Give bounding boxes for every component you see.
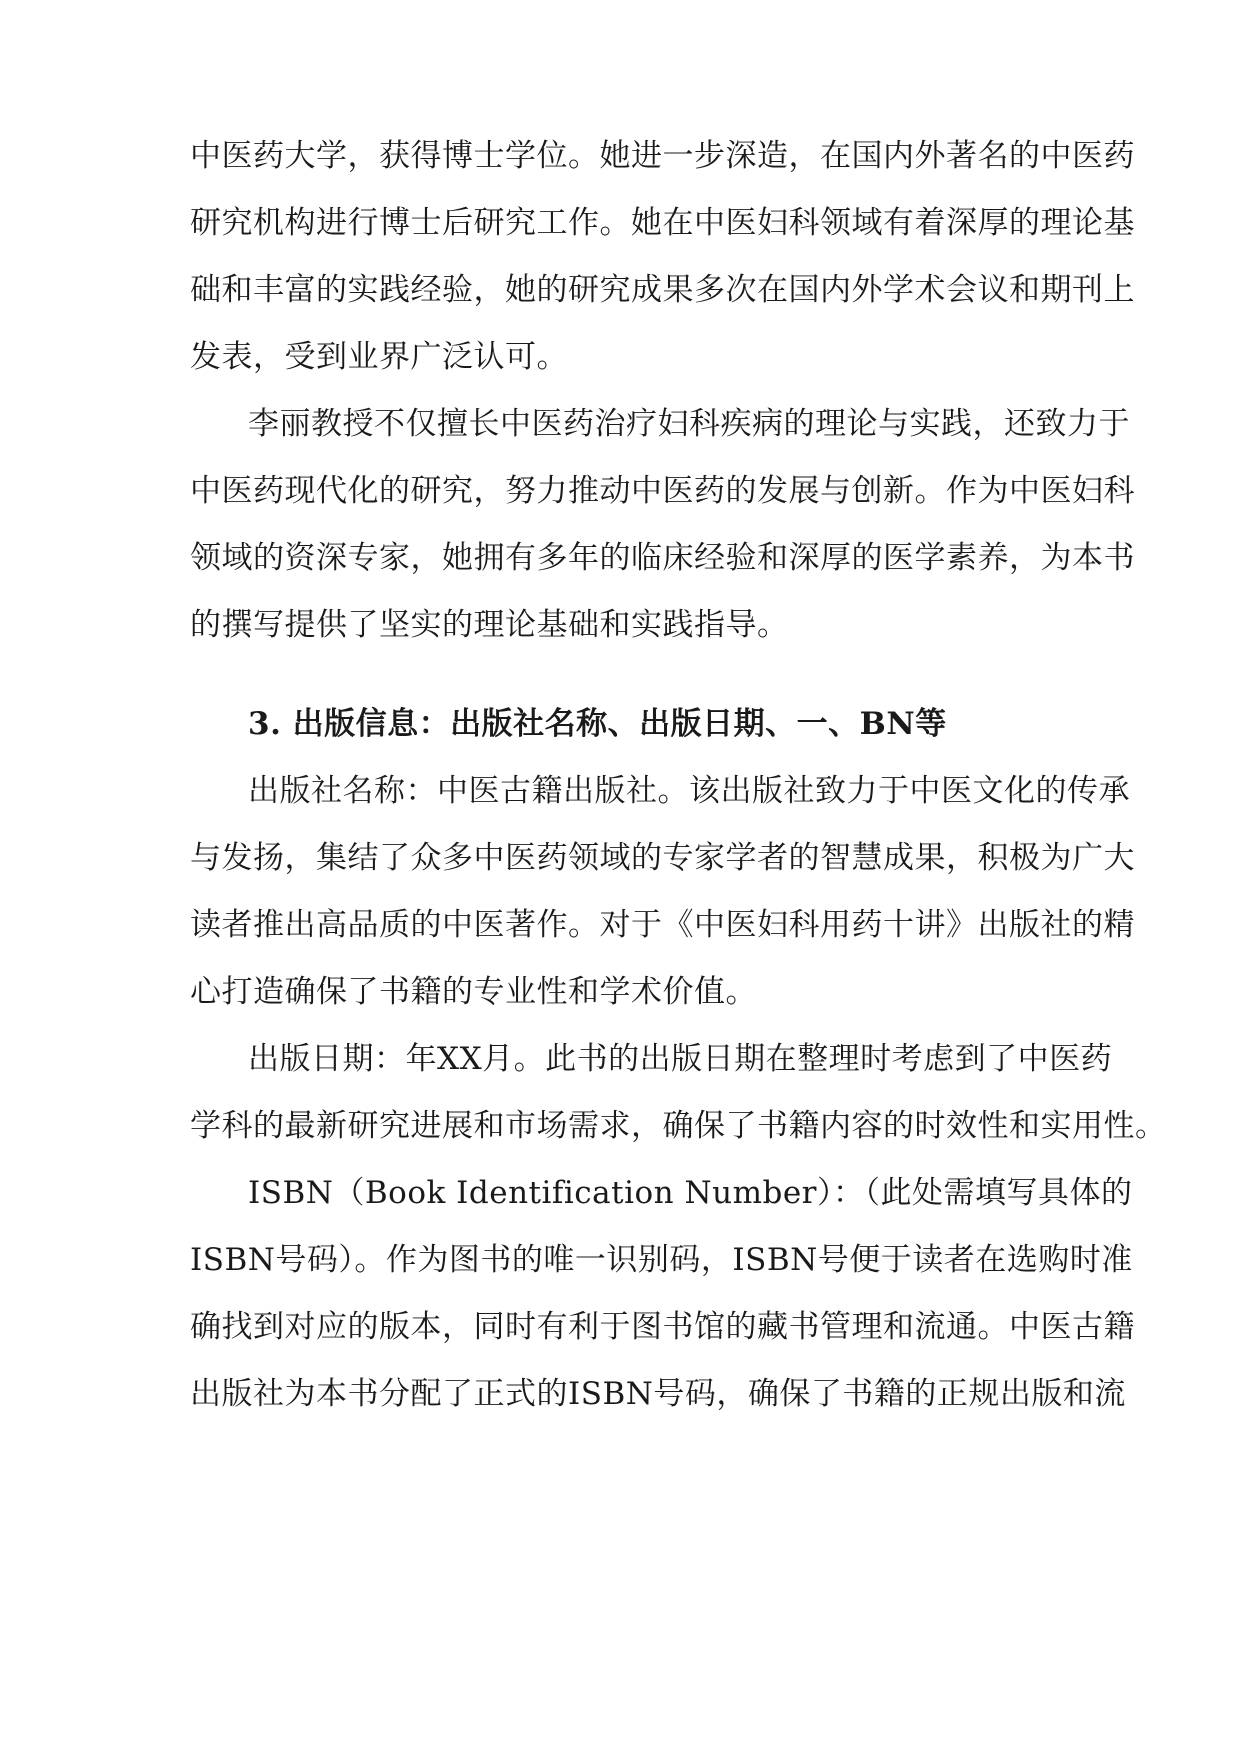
- paragraph-line: 中医药现代化的研究，努力推动中医药的发展与创新。作为中医妇科: [190, 473, 1135, 509]
- paragraph-line: 研究机构进行博士后研究工作。她在中医妇科领域有着深厚的理论基: [190, 205, 1135, 241]
- paragraph-line: 出版社名称：中医古籍出版社。该出版社致力于中医文化的传承: [248, 773, 1130, 809]
- paragraph-line: ISBN（Book Identification Number）：（此处需填写具体的: [248, 1175, 1133, 1211]
- paragraph-line: ISBN号码）。作为图书的唯一识别码，ISBN号便于读者在选购时准: [190, 1242, 1133, 1278]
- paragraph-line: 础和丰富的实践经验，她的研究成果多次在国内外学术会议和期刊上: [190, 272, 1135, 308]
- paragraph-line: 李丽教授不仅擅长中医药治疗妇科疾病的理论与实践，还致力于: [248, 406, 1130, 442]
- paragraph-line: 与发扬，集结了众多中医药领域的专家学者的智慧成果，积极为广大: [190, 840, 1135, 876]
- paragraph-line: 出版社为本书分配了正式的ISBN号码，确保了书籍的正规出版和流: [190, 1376, 1126, 1412]
- paragraph-line: 学科的最新研究进展和市场需求，确保了书籍内容的时效性和实用性。: [190, 1108, 1167, 1144]
- paragraph-line: 出版日期：年XX月。此书的出版日期在整理时考虑到了中医药: [248, 1041, 1113, 1077]
- paragraph-line: 确找到对应的版本，同时有利于图书馆的藏书管理和流通。中医古籍: [190, 1309, 1135, 1345]
- paragraph-line: 中医药大学，获得博士学位。她进一步深造，在国内外著名的中医药: [190, 138, 1135, 174]
- paragraph-line: 读者推出高品质的中医著作。对于《中医妇科用药十讲》出版社的精: [190, 907, 1135, 943]
- paragraph-line: 的撰写提供了坚实的理论基础和实践指导。: [190, 607, 789, 643]
- section-heading: 3. 出版信息：出版社名称、出版日期、一、BN等: [248, 706, 947, 742]
- paragraph-line: 领域的资深专家，她拥有多年的临床经验和深厚的医学素养，为本书: [190, 540, 1135, 576]
- paragraph-line: 心打造确保了书籍的专业性和学术价值。: [190, 974, 757, 1010]
- paragraph-line: 发表，受到业界广泛认可。: [190, 339, 568, 375]
